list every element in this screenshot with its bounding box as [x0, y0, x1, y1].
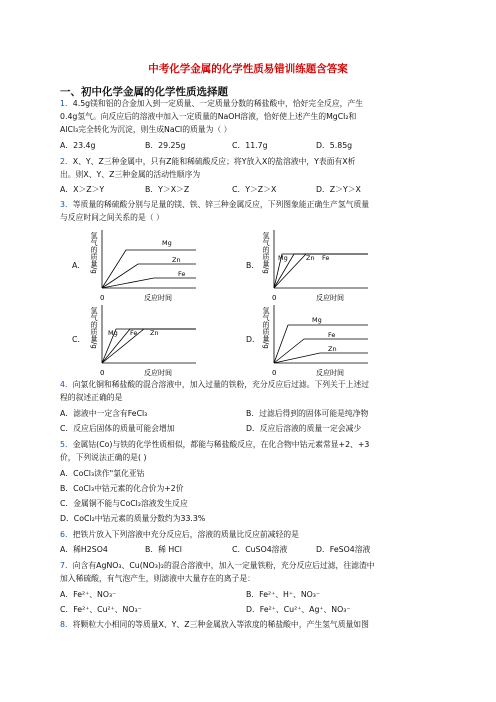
chart-d-ylabel: 氢气的质量/g: [262, 307, 270, 349]
chart-d-label-mg: Mg: [312, 316, 322, 324]
q4-line1: 4．向氯化铜和稀盐酸的混合溶液中，加入过量的铁粉，充分反应后过滤。下列关于上述过: [60, 380, 370, 389]
q3-chart-b-letter: B．: [246, 261, 260, 270]
q3-chart-c-letter: C．: [72, 335, 86, 344]
q4-option-d: D．反应后溶液的质量一定会减少: [246, 424, 362, 433]
q3-chart-a: [86, 226, 198, 308]
q7-line2: 加入稀硫酸，有气泡产生，则滤液中大量存在的离子是：: [60, 574, 255, 583]
chart-d-xlabel: 反应时间: [316, 369, 344, 377]
q8-line1: 8．将颗粒大小相同的等质量X、Y、Z三种金属放入等浓度的稀盐酸中，产生氢气质量如图: [60, 620, 369, 629]
chart-c-xlabel: 反应时间: [144, 369, 172, 377]
chart-a-line-fe: [102, 278, 196, 288]
q2-number: 2．: [60, 157, 73, 166]
q7-option-b: B．Fe²⁺、H⁺、NO₃⁻: [246, 590, 321, 599]
q7-option-d: D．Fe²⁺、Cu²⁺、Ag⁺、NO₃⁻: [246, 605, 351, 614]
q3-chart-b: [258, 226, 370, 308]
chart-a-xlabel: 反应时间: [144, 294, 172, 302]
chart-d-label-zn: Zn: [328, 345, 337, 353]
q4-number: 4．: [60, 380, 73, 389]
q8-number: 8．: [60, 620, 73, 629]
q5-line2: 价，下列说法正确的是( ): [60, 453, 147, 462]
q7-number: 7．: [60, 561, 73, 570]
chart-b-ylabel: 氢气的质量/g: [262, 232, 270, 274]
q2-line1: 2．X、Y、Z三种金属中，只有Z能和稀硫酸反应；将Y放入X的盐溶液中，Y表面有X析: [60, 157, 356, 166]
chart-a-line-mg: [102, 250, 196, 288]
q6-option-c: C．CuSO4溶液: [232, 545, 288, 554]
q1-line2: 0.4g氢气。向反应后的溶液中加入一定质量的NaOH溶液，恰好使上述产生的MgCl₂和: [60, 112, 357, 121]
q1-option-a: A．23.4g: [60, 141, 96, 150]
chart-b-label-mg: Mg: [278, 254, 288, 262]
chart-a-label-zn: Zn: [172, 256, 181, 264]
q3-chart-a-letter: A．: [72, 261, 86, 270]
q3-chart-c: [86, 301, 198, 383]
chart-a-label-fe: Fe: [178, 270, 186, 278]
q6-line1: 6．把铁片放入下列溶液中充分反应后，溶液的质量比反应前减轻的是: [60, 530, 299, 539]
chart-a-origin: 0: [100, 294, 105, 302]
page-title: 中考化学金属的化学性质易错训练题含答案: [148, 63, 348, 75]
chart-a-label-mg: Mg: [162, 239, 172, 247]
chart-d-line-mg: [274, 325, 368, 363]
chart-b-line-zn: [274, 254, 368, 288]
q5-option-d: D．CoCl₂中钴元素的质量分数约为33.3%: [60, 514, 206, 523]
q5-number: 5．: [60, 440, 73, 449]
chart-d-origin: 0: [272, 369, 277, 377]
q4-option-a: A．滤液中一定含有FeCl₃: [60, 409, 148, 418]
section-heading: 一、初中化学金属的化学性质选择题: [60, 86, 228, 98]
q5-line1: 5．金属钴(Co)与铁的化学性质相似，都能与稀盐酸反应，在化合物中钴元素常显+2、+3: [60, 440, 370, 449]
q3-number: 3．: [60, 200, 73, 209]
q6-number: 6．: [60, 530, 73, 539]
chart-c-label-fe: Fe: [130, 329, 138, 337]
chart-b-xlabel: 反应时间: [316, 294, 344, 302]
chart-b-line-mg: [274, 254, 368, 288]
chart-b-line-fe: [274, 254, 368, 288]
q3-chart-d-letter: D．: [246, 335, 260, 344]
q6-option-a: A．稀H2SO4: [60, 545, 108, 554]
chart-d-line-fe: [274, 339, 368, 363]
q4-option-b: B．过滤后得到的固体可能是纯净物: [246, 409, 369, 418]
q2-option-c: C．Y＞Z＞X: [232, 185, 277, 194]
chart-d-line-zn: [274, 353, 368, 363]
q1-line1: 1．4.5g镁和铝的合金加入到一定质量、一定质量分数的稀盐酸中，恰好完全反应，产生: [60, 99, 364, 108]
q1-line3: AlCl₃完全转化为沉淀，则生成NaCl的质量为（ ）: [60, 125, 232, 134]
q2-line2: 出。则X、Y、Z三种金属的活动性顺序为: [60, 170, 201, 179]
chart-b-label-fe: Fe: [322, 254, 330, 262]
chart-c-label-zn: Zn: [150, 329, 159, 337]
chart-a-ylabel: 氢气的质量/g: [90, 232, 98, 274]
q1-option-c: C．11.7g: [232, 141, 268, 150]
q2-option-d: D．Z＞Y＞X: [316, 185, 361, 194]
chart-c-ylabel: 氢气的质量/g: [90, 307, 98, 349]
q7-option-a: A．Fe²⁺、NO₃⁻: [60, 590, 117, 599]
q3-line1: 3．等质量的稀硫酸分别与足量的镁、铁、锌三种金属反应，下列图象能正确生产氢气质量: [60, 200, 370, 209]
q5-option-b: B．CoCl₃中钴元素的化合价为+2价: [60, 484, 184, 493]
q5-option-a: A．CoCl₃读作"氯化亚钴: [60, 469, 145, 478]
chart-b-origin: 0: [272, 294, 277, 302]
q3-line2: 与反应时间之间关系的是（ ）: [60, 213, 164, 222]
q1-option-b: B．29.25g: [145, 141, 186, 150]
q7-line1: 7．向含有AgNO₃、Cu(NO₃)₂的混合溶液中，加入一定量铁粉，充分反应后过滤，往滤渣中: [60, 561, 375, 570]
chart-b-label-zn: Zn: [306, 254, 315, 262]
chart-c-label-mg: Mg: [108, 329, 118, 337]
q7-option-c: C．Fe²⁺、Cu²⁺、NO₃⁻: [60, 605, 142, 614]
q4-line2: 程的叙述正确的是: [60, 393, 123, 402]
q1-number: 1．: [60, 99, 73, 108]
q6-option-d: D．FeSO4溶液: [316, 545, 371, 554]
q4-option-c: C．反应后固体的质量可能会增加: [60, 424, 175, 433]
chart-d-label-fe: Fe: [328, 331, 336, 339]
q5-option-c: C．金属铜不能与CoCl₂溶液发生反应: [60, 499, 188, 508]
q2-option-b: B．Y＞X＞Z: [145, 185, 190, 194]
q3-chart-d: [258, 301, 370, 383]
q6-option-b: B．稀 HCl: [145, 545, 182, 554]
q2-option-a: A．X＞Z＞Y: [60, 185, 105, 194]
q1-option-d: D．5.85g: [316, 141, 353, 150]
chart-c-origin: 0: [100, 369, 105, 377]
